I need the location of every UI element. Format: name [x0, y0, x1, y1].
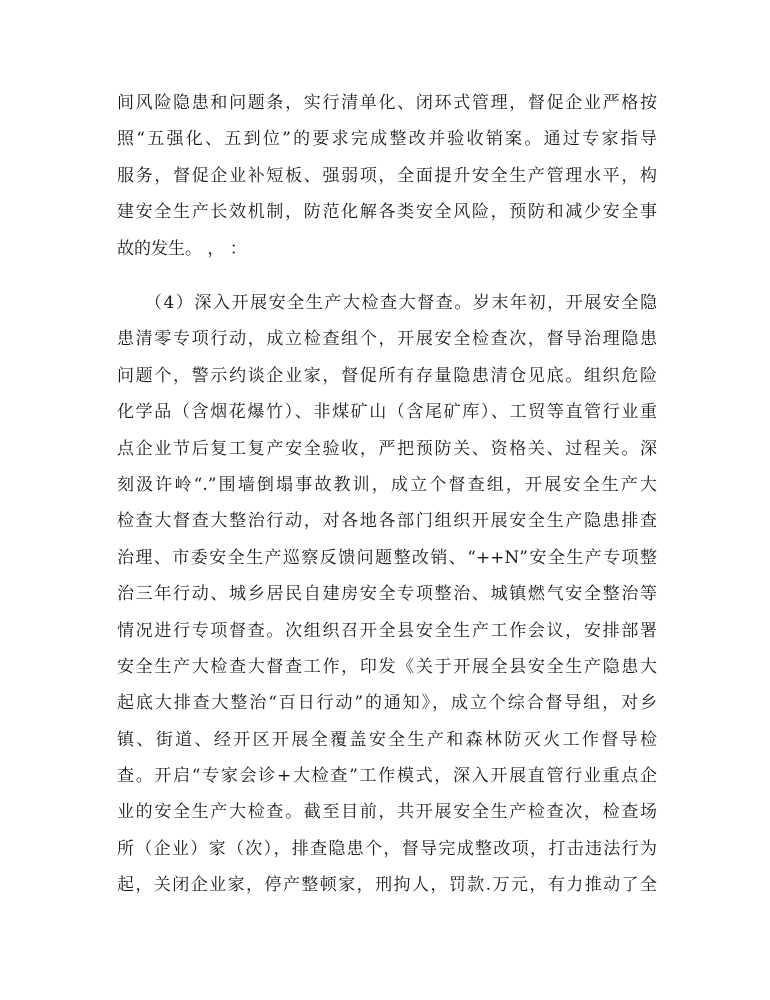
text-line: 服务，督促企业补短板、强弱项，全面提升安全生产管理水平，构: [117, 165, 657, 186]
text-line: 起底大排查大整治“百日行动”的通知》，成立个综合督导组，对乡: [117, 693, 657, 714]
text-line: 起，关闭企业家，停产整顿家，刑拘人，罚款.万元，有力推动了全: [117, 875, 657, 896]
text-line: 患清零专项行动，成立检查组个，开展安全检查次，督导治理隐患: [117, 329, 657, 350]
text-line: 点企业节后复工复产安全验收，严把预防关、资格关、过程关。深: [117, 438, 657, 459]
text-line: 情况进行专项督查。次组织召开全县安全生产工作会议，安排部署: [117, 620, 657, 641]
text-line: 所（企业）家（次），排查隐患个，督导完成整改项，打击违法行为: [117, 838, 657, 859]
text-line: 查。开启“专家会诊+大检查”工作模式，深入开展直管行业重点企: [117, 766, 657, 787]
text-line: 业的安全生产大检查。截至目前，共开展安全生产检查次，检查场: [117, 802, 657, 823]
text-line: （4）深入开展安全生产大检查大督查。岁末年初，开展安全隐: [117, 293, 657, 313]
text-line: 治三年行动、城乡居民自建房安全专项整治、城镇燃气安全整治等: [117, 584, 657, 605]
text-line: 治理、市委安全生产巡察反馈问题整改销、“++N”安全生产专项整: [117, 547, 657, 568]
text-line: 建安全生产长效机制，防范化解各类安全风险，预防和减少安全事: [117, 202, 657, 223]
text-line: 安全生产大检查大督查工作，印发《关于开展全县安全生产隐患大: [117, 656, 657, 677]
text-line: 问题个，警示约谈企业家，督促所有存量隐患清仓见底。组织危险: [117, 365, 657, 386]
text-line: 化学品（含烟花爆竹）、非煤矿山（含尾矿库）、工贸等直管行业重: [117, 402, 657, 423]
text-line: 故的发生。 ， ：: [117, 238, 247, 259]
text-line: 检查大督查大整治行动，对各地各部门组织开展安全生产隐患排查: [117, 511, 657, 532]
paragraph-2: [117, 285, 657, 904]
paragraph-1: [117, 85, 657, 267]
text-line: 镇、街道、经开区开展全覆盖安全生产和森林防灭火工作督导检: [117, 729, 657, 750]
text-line: 间风险隐患和问题条，实行清单化、闭环式管理，督促企业严格按: [117, 93, 657, 113]
text-line: 刻汲许岭“.”围墙倒塌事故教训，成立个督查组，开展安全生产大: [117, 474, 657, 495]
text-line: 照“五强化、五到位”的要求完成整改并验收销案。通过专家指导: [117, 129, 657, 150]
